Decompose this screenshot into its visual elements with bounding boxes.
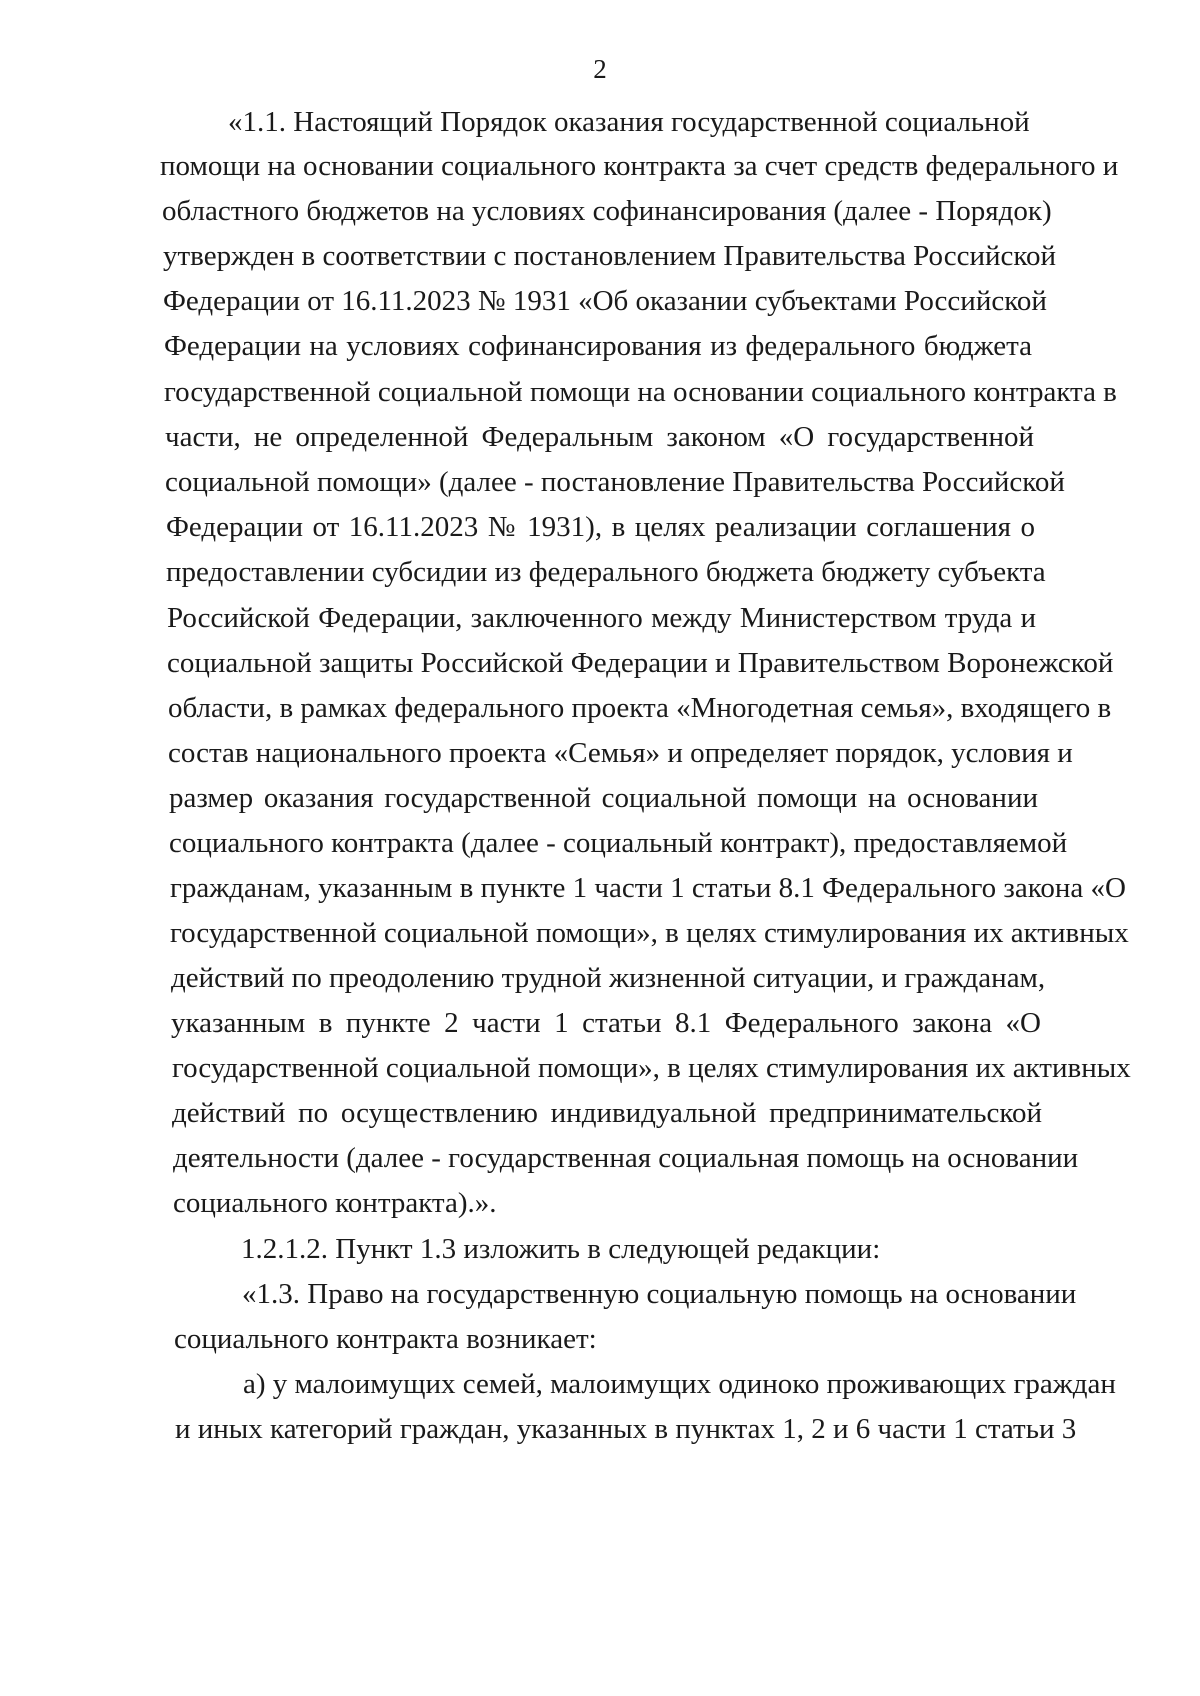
text-line: государственной социальной помощи», в целях стимулирования их активных bbox=[172, 1052, 1131, 1084]
text-line: областного бюджетов на условиях софинансирования (далее - Порядок) bbox=[162, 195, 1052, 227]
text-line: Федерации от 16.11.2023 № 1931 «Об оказании субъектами Российской bbox=[163, 285, 1047, 317]
text-line: Российской Федерации, заключенного между Министерством труда и bbox=[167, 602, 1036, 634]
text-line: указанным в пункте 2 части 1 статьи 8.1 Федерального закона «О bbox=[171, 1007, 1041, 1039]
text-line: Федерации на условиях софинансирования из федерального бюджета bbox=[164, 330, 1032, 362]
page-number: 2 bbox=[593, 54, 607, 84]
text-line: 1.2.1.2. Пункт 1.3 изложить в следующей редакции: bbox=[241, 1233, 881, 1265]
text-line: гражданам, указанным в пункте 1 части 1 статьи 8.1 Федерального закона «О bbox=[170, 872, 1126, 904]
text-line: и иных категорий граждан, указанных в пунктах 1, 2 и 6 части 1 статьи 3 bbox=[175, 1413, 1077, 1445]
text-line: размер оказания государственной социальной помощи на основании bbox=[169, 782, 1038, 814]
text-line: а) у малоимущих семей, малоимущих одиноко проживающих граждан bbox=[243, 1368, 1116, 1400]
text-line: помощи на основании социального контракта за счет средств федерального и bbox=[160, 150, 1119, 182]
text-line: утвержден в соответствии с постановлением Правительства Российской bbox=[163, 240, 1057, 272]
text-line: области, в рамках федерального проекта «Многодетная семья», входящего в bbox=[168, 692, 1112, 724]
text-line: деятельности (далее - государственная социальная помощь на основании bbox=[173, 1142, 1079, 1174]
text-line: действий по преодолению трудной жизненной ситуации, и гражданам, bbox=[171, 962, 1046, 994]
text-line: Федерации от 16.11.2023 № 1931), в целях реализации соглашения о bbox=[166, 511, 1035, 543]
text-line: государственной социальной помощи», в целях стимулирования их активных bbox=[170, 917, 1129, 949]
text-line: социальной помощи» (далее - постановление Правительства Российской bbox=[165, 466, 1065, 498]
text-line: социального контракта (далее - социальный контракт), предоставляемой bbox=[169, 827, 1068, 859]
text-line: предоставлении субсидии из федерального бюджета бюджету субъекта bbox=[166, 556, 1046, 588]
text-line: состав национального проекта «Семья» и определяет порядок, условия и bbox=[168, 737, 1073, 769]
text-line: социального контракта).». bbox=[173, 1187, 497, 1219]
text-line: «1.3. Право на государственную социальную помощь на основании bbox=[242, 1278, 1077, 1310]
text-line: социальной защиты Российской Федерации и Правительством Воронежской bbox=[167, 647, 1114, 679]
text-line: социального контракта возникает: bbox=[174, 1323, 597, 1355]
text-line: части, не определенной Федеральным законом «О государственной bbox=[165, 421, 1034, 453]
text-line: государственной социальной помощи на основании социального контракта в bbox=[164, 376, 1117, 408]
text-line: действий по осуществлению индивидуальной предпринимательской bbox=[172, 1097, 1042, 1129]
text-line: «1.1. Настоящий Порядок оказания государственной социальной bbox=[228, 106, 1030, 138]
